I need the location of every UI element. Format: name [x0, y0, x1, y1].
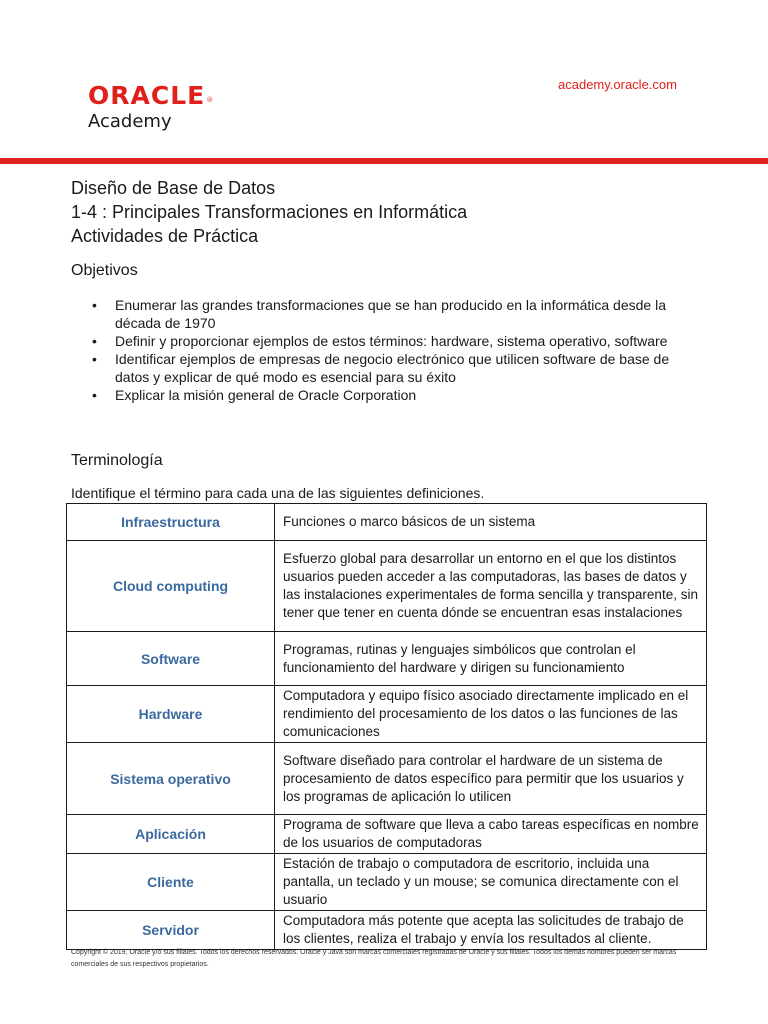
- term-cell: Hardware: [67, 686, 275, 743]
- term-cell: Sistema operativo: [67, 743, 275, 815]
- bullet-icon: •: [92, 351, 97, 367]
- logo-academy-label: Academy: [88, 111, 172, 132]
- definition-cell: Programas, rutinas y lenguajes simbólicos que controlan el funcionamiento del hardware y dirigen su funcionamiento: [275, 632, 707, 686]
- bullet-icon: •: [92, 297, 97, 313]
- terminology-table: [66, 503, 707, 950]
- term-cell: Cliente: [67, 854, 275, 911]
- term-cell: Infraestructura: [67, 504, 275, 541]
- definition-cell: Estación de trabajo o computadora de escritorio, incluida una pantalla, un teclado y un mouse; se comunica directamente con el usuario: [275, 854, 707, 911]
- document-title-block: [71, 176, 467, 248]
- definition-cell: Software diseñado para controlar el hardware de un sistema de procesamiento de datos específico para permitir que los usuarios y los programas de aplicación lo utilicen: [275, 743, 707, 815]
- table-row: [67, 911, 707, 950]
- oracle-academy-logo: [88, 82, 214, 132]
- bullet-icon: •: [92, 387, 97, 403]
- terminology-instructions: Identifique el término para cada una de las siguientes definiciones.: [71, 485, 485, 501]
- term-cell: Aplicación: [67, 815, 275, 854]
- header-divider: [0, 158, 768, 164]
- objective-text: Definir y proporcionar ejemplos de estos términos: hardware, sistema operativo, software: [115, 333, 668, 349]
- logo-wordmark: ORACLE: [88, 81, 206, 110]
- table-row: [67, 686, 707, 743]
- bullet-icon: •: [92, 333, 97, 349]
- term-cell: Software: [67, 632, 275, 686]
- definition-cell: Esfuerzo global para desarrollar un entorno en el que los distintos usuarios pueden acceder a las computadoras, las bases de datos y las instalaciones experimentales de forma sencilla y transparente, sin tener que tener en cuenta dónde se encuentran esas instalaciones: [275, 541, 707, 632]
- term-cell: Servidor: [67, 911, 275, 950]
- objectives-list: [92, 296, 702, 404]
- activity-title: Actividades de Práctica: [71, 226, 259, 246]
- terminology-heading: Terminología: [71, 452, 163, 469]
- definition-cell: Computadora más potente que acepta las solicitudes de trabajo de los clientes, realiza el trabajo y envía los resultados al cliente.: [275, 911, 707, 950]
- table-row: [67, 854, 707, 911]
- lesson-title: 1-4 : Principales Transformaciones en Informática: [71, 202, 468, 222]
- objectives-heading: Objetivos: [71, 262, 138, 279]
- term-cell: Cloud computing: [67, 541, 275, 632]
- definition-cell: Computadora y equipo físico asociado directamente implicado en el rendimiento del procesamiento de los datos o las funciones de las comunicaciones: [275, 686, 707, 743]
- registered-mark: ®: [206, 96, 215, 104]
- table-row: [67, 743, 707, 815]
- table-row: [67, 541, 707, 632]
- definition-cell: Programa de software que lleva a cabo tareas específicas en nombre de los usuarios de computadoras: [275, 815, 707, 854]
- definition-cell: Funciones o marco básicos de un sistema: [275, 504, 707, 541]
- objective-item: [92, 296, 702, 332]
- objective-item: [92, 332, 702, 350]
- course-title: Diseño de Base de Datos: [71, 178, 276, 198]
- objective-text: Explicar la misión general de Oracle Corporation: [115, 387, 417, 403]
- site-url-link[interactable]: academy.oracle.com: [558, 77, 677, 92]
- objective-item: [92, 386, 702, 404]
- table-row: [67, 815, 707, 854]
- objective-text: Identificar ejemplos de empresas de negocio electrónico que utilicen software de base de datos y explicar de qué modo es esencial para su éxito: [115, 351, 670, 385]
- copyright-footer: Copyright © 2019, Oracle y/o sus filiales. Todos los derechos reservados. Oracle y Java son marcas comerciales registradas de Oracle y sus filiales. Todos los demás nombres pueden ser marcas comerciales de sus respectivos propietarios.: [71, 949, 677, 968]
- objective-text: Enumerar las grandes transformaciones que se han producido en la informática desde la década de 1970: [115, 297, 666, 331]
- objective-item: [92, 350, 702, 386]
- table-row: [67, 504, 707, 541]
- table-row: [67, 632, 707, 686]
